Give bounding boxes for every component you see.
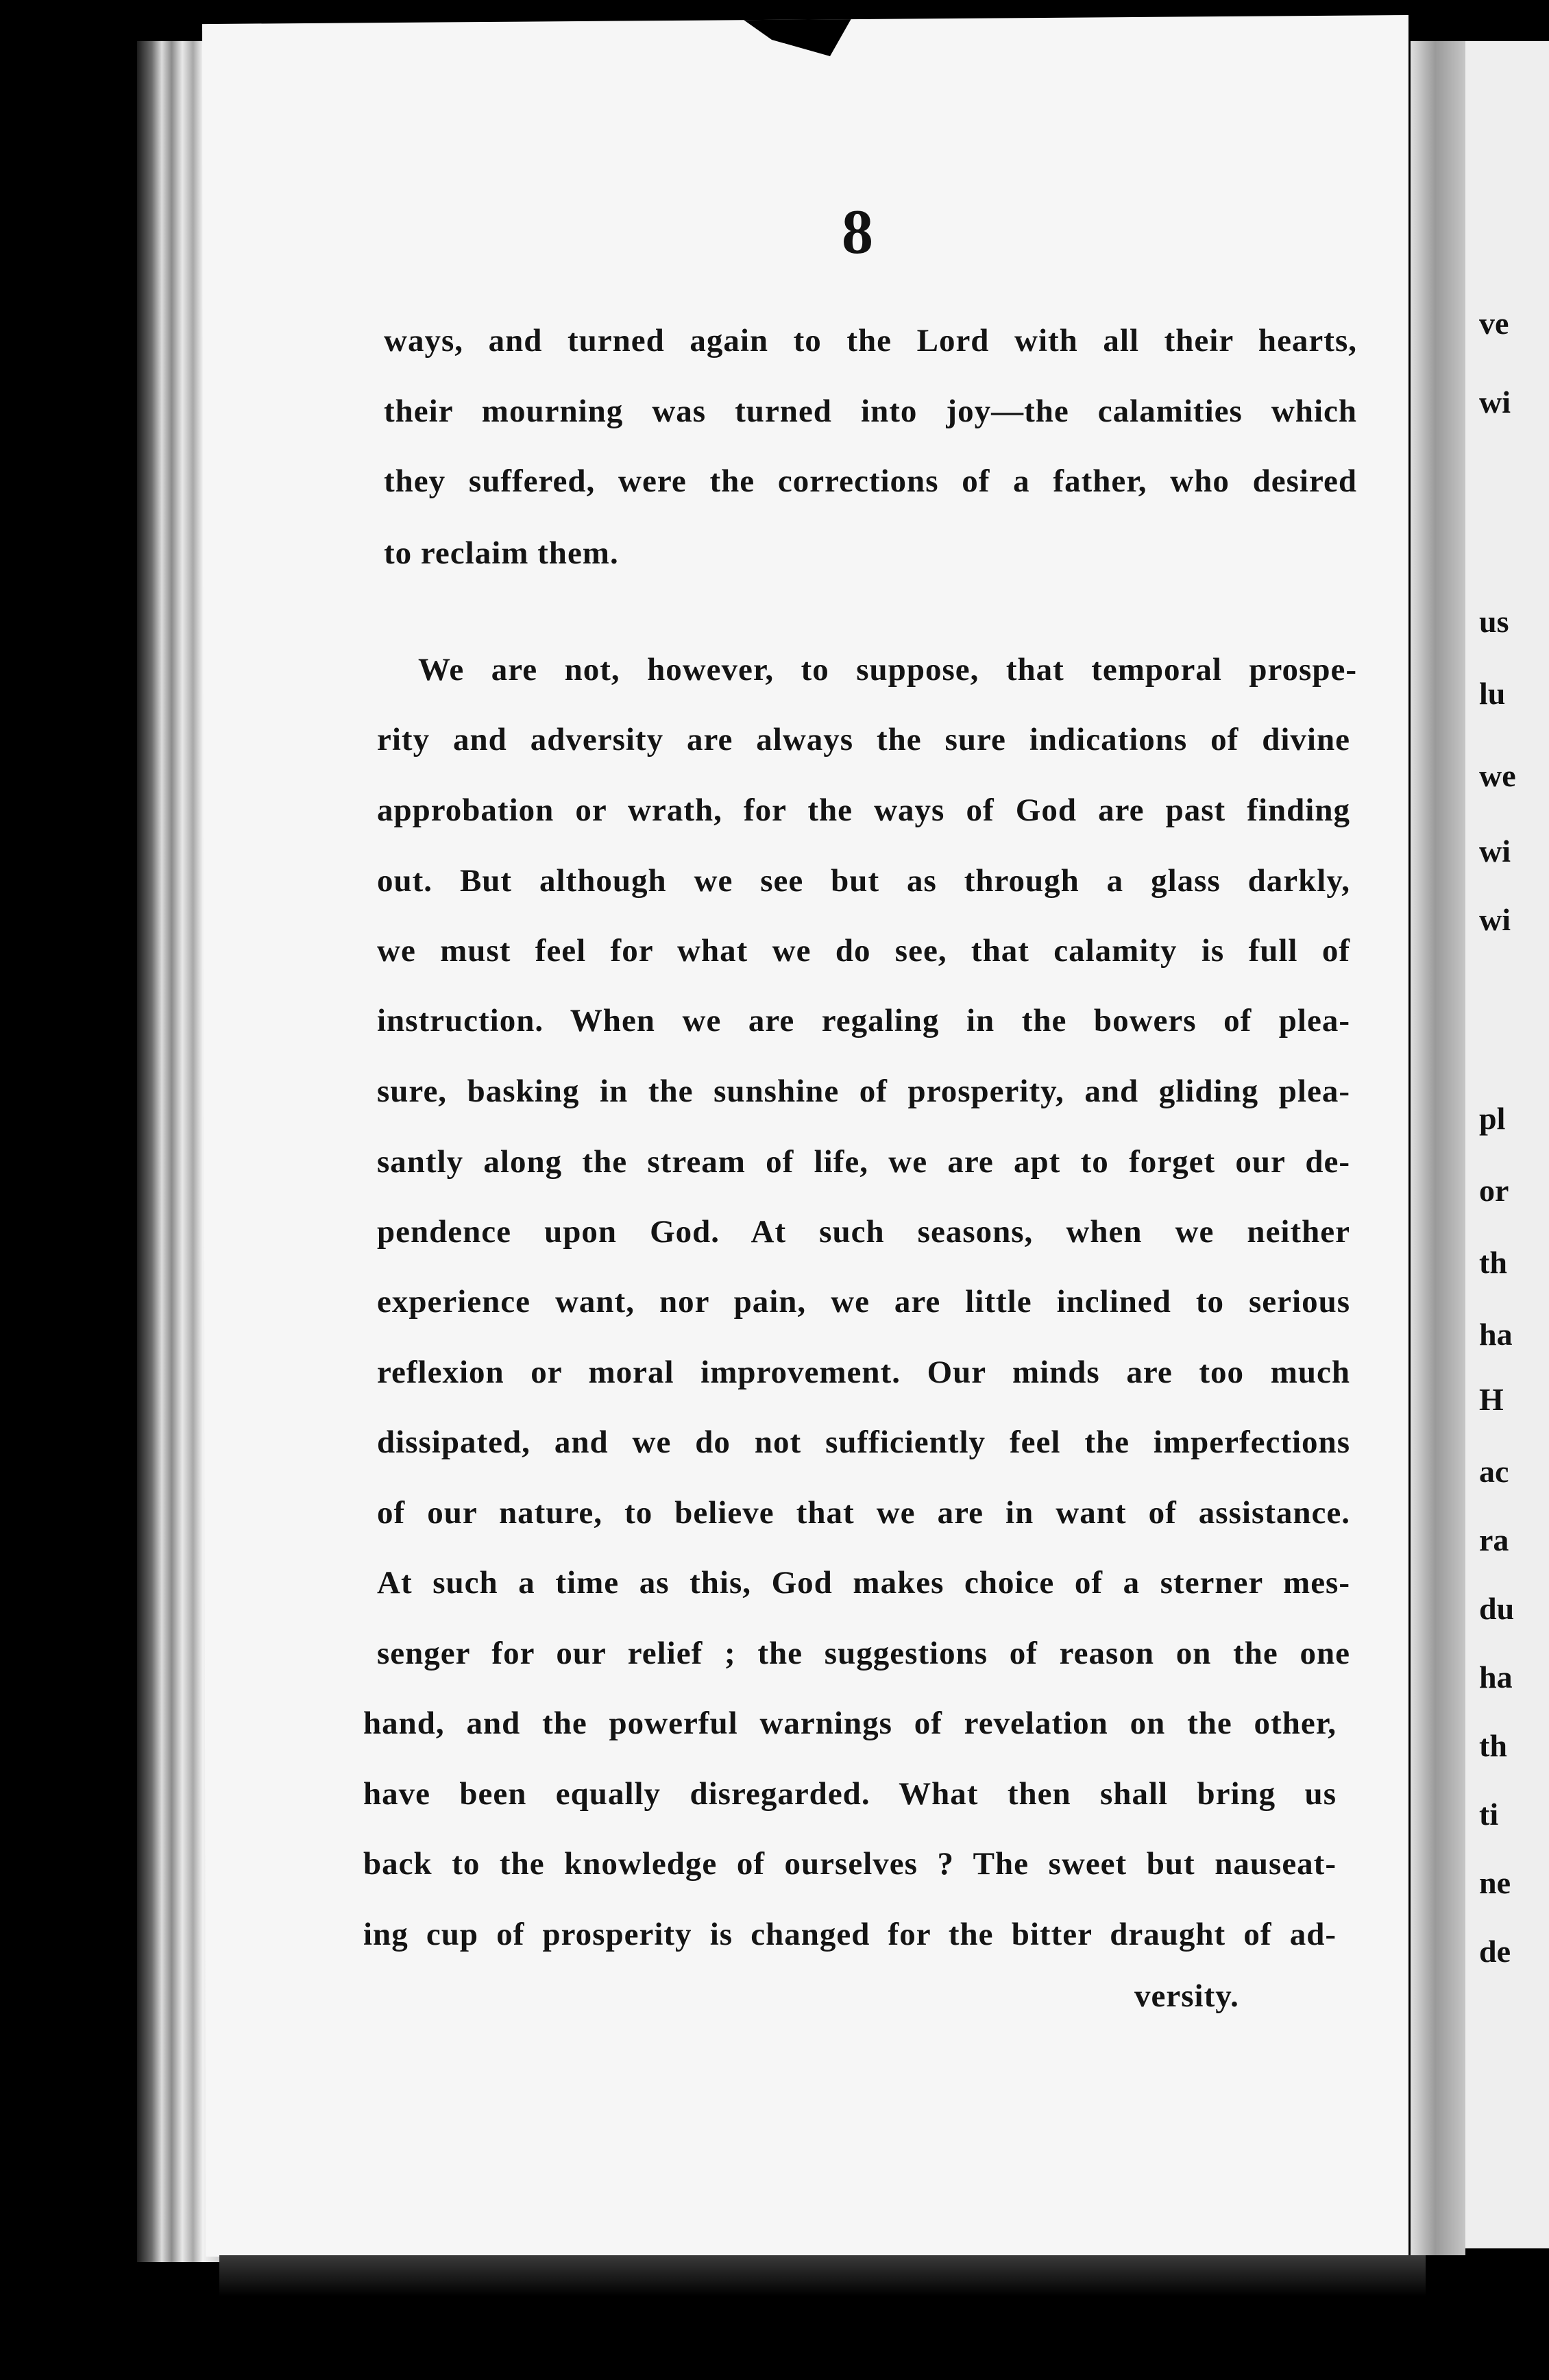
text-line: out. But although we see but as through a glass darkly, <box>377 863 1350 899</box>
bottom-page-edge <box>219 2255 1426 2296</box>
facing-text-fragment: ac <box>1479 1454 1509 1489</box>
facing-text-fragment: wi <box>1479 834 1511 869</box>
facing-text-fragment: wi <box>1479 385 1511 420</box>
text-line: of our nature, to believe that we are in want of assistance. <box>377 1495 1350 1531</box>
page-tear <box>737 15 853 56</box>
facing-text-fragment: ra <box>1479 1522 1509 1557</box>
text-line: ways, and turned again to the Lord with all their hearts, <box>384 323 1357 359</box>
facing-text-fragment: we <box>1479 758 1516 793</box>
facing-text-fragment: or <box>1479 1173 1509 1208</box>
facing-text-fragment: us <box>1479 604 1509 639</box>
text-line: dissipated, and we do not sufficiently feel the imperfections <box>377 1424 1350 1460</box>
facing-text-fragment: H <box>1479 1382 1504 1417</box>
text-line: have been equally disregarded. What then shall bring us <box>363 1776 1337 1812</box>
facing-page <box>1465 41 1549 2248</box>
text-line: experience want, nor pain, we are little inclined to serious <box>377 1284 1350 1320</box>
text-line: to reclaim them. <box>384 535 619 571</box>
facing-text-fragment: th <box>1479 1728 1507 1763</box>
text-line: pendence upon God. At such seasons, when we neither <box>377 1214 1350 1250</box>
text-line: We are not, however, to suppose, that temporal prospe- <box>418 652 1357 688</box>
text-line: reflexion or moral improvement. Our minds are too much <box>377 1355 1350 1390</box>
facing-text-fragment: ha <box>1479 1317 1513 1352</box>
text-line: they suffered, were the corrections of a father, who desired <box>384 463 1357 499</box>
text-line: approbation or wrath, for the ways of God are past finding <box>377 792 1350 828</box>
catchword: versity. <box>1134 1978 1239 2014</box>
text-line: back to the knowledge of ourselves ? The sweet but nauseat- <box>363 1846 1337 1882</box>
facing-text-fragment: de <box>1479 1934 1511 1969</box>
text-line: instruction. When we are regaling in the bowers of plea- <box>377 1003 1350 1039</box>
facing-text-fragment: ha <box>1479 1660 1513 1695</box>
text-line: sure, basking in the sunshine of prosperity, and gliding plea- <box>377 1073 1350 1109</box>
facing-text-fragment: lu <box>1479 676 1506 711</box>
page-number: 8 <box>842 197 873 267</box>
text-line: At such a time as this, God makes choice of a sterner mes- <box>377 1565 1350 1601</box>
text-line: santly along the stream of life, we are apt to forget our de- <box>377 1144 1350 1180</box>
text-line: hand, and the powerful warnings of revelation on the other, <box>363 1705 1337 1741</box>
facing-text-fragment: ve <box>1479 306 1509 341</box>
text-line: senger for our relief ; the suggestions of reason on the one <box>377 1636 1350 1671</box>
text-line: their mourning was turned into joy—the calamities which <box>384 393 1357 429</box>
facing-text-fragment: pl <box>1479 1101 1506 1136</box>
facing-text-fragment: ne <box>1479 1865 1511 1900</box>
text-line: ing cup of prosperity is changed for the bitter draught of ad- <box>363 1917 1337 1952</box>
facing-text-fragment: wi <box>1479 902 1511 937</box>
text-line: we must feel for what we do see, that calamity is full of <box>377 933 1350 969</box>
facing-text-fragment: du <box>1479 1591 1515 1626</box>
page-gutter <box>1411 41 1465 2255</box>
facing-text-fragment: ti <box>1479 1797 1499 1832</box>
facing-text-fragment: th <box>1479 1245 1507 1280</box>
text-line: rity and adversity are always the sure indications of divine <box>377 722 1350 757</box>
